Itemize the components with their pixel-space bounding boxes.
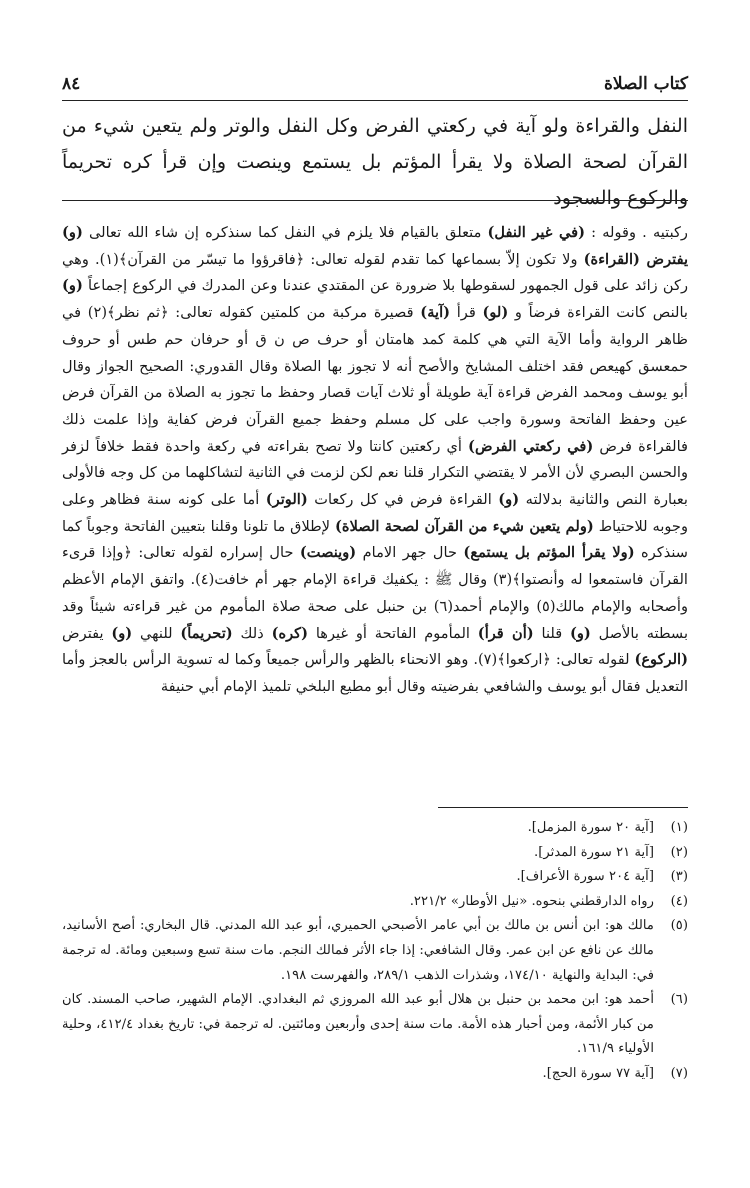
- footnote-number: (٦): [670, 992, 688, 1008]
- commentary-quoted-matn: (كره): [271, 624, 309, 642]
- main-text-divider: [62, 200, 688, 201]
- running-header: [62, 66, 688, 101]
- commentary-quoted-matn: (و): [569, 624, 591, 642]
- commentary-run: متعلق بالقيام فلا يلزم في النفل كما سنذكره إن شاء الله تعالى: [82, 224, 488, 241]
- commentary-quoted-matn: (و) يفترض (القراءة): [62, 224, 689, 268]
- commentary-quoted-matn: (الركوع): [634, 651, 688, 669]
- footnote-number: (٢): [670, 844, 688, 860]
- commentary-quoted-matn: (الوتر): [265, 491, 308, 509]
- commentary-run: حال جهر الامام: [356, 544, 464, 562]
- footnote-text: [آية ٢٠ سورة المزمل].: [527, 820, 654, 835]
- commentary-run: لقوله تعالى: ﴿اركعوا﴾(٧). وهو الانحناء بالظهر والرأس جميعاً وكما له تسوية الرأس بالعجز وأما التعديل فقال أبو يوسف والشافعي بفرضيته وقال أبو مطيع البلخي تلميذ الإمام أبي حنيفة: [62, 651, 688, 695]
- commentary-run: قصيرة مركبة من كلمتين كقوله تعالى: ﴿ثم نظر﴾(٢) في ظاهر الرواية وأما الآية التي هي كلمة كمد هامتان أو حرف ص ن ق أو حرفان حم طس أو حروف حمعسق كهيعص فقد اختلف المشايخ والأصح أنه لا تجوز بها الصلاة وقال القدوري: الصحيح الجواز وقال أبو يوسف ومحمد الفرض قراءة آية طويلة أو ثلاث آيات قصار وحفظ ما تجوز به الصلاة من القرآن فرض عين وحفظ الفاتحة وسورة واجب على كل مسلم وحفظ جميع القرآن فرض كفاية وإذا علمت ذلك فالقراءة فرض: [62, 304, 689, 455]
- commentary-run: حال إسراره لقوله تعالى: ﴿وإذا قرىء القرآن فاستمعوا له وأنصتوا﴾(٣) وقال ﷺ : يكفيك قراءة الإمام جهر أم خافت(٤). واتفق الإمام الأعظم وأصحابه والإمام مالك(٥) والإمام أحمد(٦) بن حنبل على صحة صلاة المأموم من غير قراءته شيئاً وقد بسطته بالأصل: [62, 544, 689, 642]
- footnote-text: [آية ٧٧ سورة الحج].: [542, 1065, 654, 1081]
- footnote: [62, 816, 688, 841]
- commentary-quoted-matn: (أن قرأ): [477, 624, 534, 642]
- footnote: [62, 914, 688, 988]
- commentary-run: للنهي: [132, 624, 181, 642]
- footnote-number: (٧): [670, 1065, 688, 1081]
- footnote: [62, 890, 688, 915]
- footnote-number: (١): [670, 820, 688, 835]
- footnote-number: (٣): [670, 869, 688, 885]
- footnote-divider: [438, 807, 688, 808]
- footnote-number: (٥): [670, 918, 688, 934]
- commentary-run: ذلك: [232, 624, 272, 642]
- footnote-text: رواه الدارقطني بنحوه. «نيل الأوطار» ٢٢١/٢.: [409, 893, 654, 909]
- commentary-quoted-matn: (لو): [482, 304, 509, 322]
- footnote-text: أحمد هو: ابن محمد بن حنبل بن هلال أبو عبد الله المروزي ثم البغدادي. الإمام الشهير، صاحب المسند. كان من كبار الأئمة، ومن أحبار هذه الأمة. مات سنة إحدى وأربعين ومائتين. له ترجمة في: تاريخ بغداد ٤١٢/٤، وحلية الأولياء ١٦١/٩.: [62, 992, 654, 1057]
- commentary-text: [62, 220, 688, 701]
- commentary-run: قلنا: [533, 624, 570, 642]
- commentary-quoted-matn: (في ركعتي الفرض): [468, 437, 594, 455]
- commentary-quoted-matn: (ولم يتعين شيء من القرآن لصحة الصلاة): [335, 517, 594, 535]
- footnote: [62, 1062, 688, 1087]
- commentary-run: لإطلاق ما تلونا وقلنا بتعيين الفاتحة وجوباً كما سنذكره: [62, 517, 688, 562]
- book-title: كتاب الصلاة: [603, 74, 688, 94]
- footnote: [62, 841, 688, 866]
- commentary-quoted-matn: (ولا يقرأ المؤتم بل يستمع): [463, 544, 635, 562]
- commentary-run: ركبتيه . وقوله :: [585, 224, 688, 241]
- commentary-run: أما على كونه سنة فظاهر وعلى وجوبه للاحتياط: [62, 491, 688, 535]
- commentary-quoted-matn: (و): [111, 624, 133, 642]
- commentary-run: القراءة فرض في كل ركعات: [307, 491, 499, 509]
- footnote: [62, 988, 688, 1062]
- commentary-quoted-matn: (تحريماً): [180, 624, 233, 642]
- commentary-run: بالنص كانت القراءة فرضاً و: [508, 304, 688, 322]
- commentary-run: قرأ: [450, 304, 483, 322]
- footnote-text: [آية ٢٠٤ سورة الأعراف].: [516, 869, 654, 885]
- footnote-number: (٤): [670, 893, 688, 909]
- footnote: [62, 865, 688, 890]
- commentary-run: ولا تكون إلاّ بسماعها كما تقدم لقوله تعالى: ﴿فاقرؤوا ما تيسّر من القرآن﴾(١). وهي ركن زائد على قول الجمهور لسقوطها بلا ضرورة عن المقتدي عندنا وعن المدرك في الركوع إجماعاً: [62, 250, 688, 295]
- commentary-run: أي ركعتين كانتا ولا تصح بقراءته في ركعة واحدة فقط خلافاً لزفر والحسن البصري لأن الأمر لا يقتضي التكرار قلنا نعم لكن لزمت في الثانية لتشاكلهما من كل وجه فالأولى بعبارة النص والثانية بدلالته: [62, 437, 688, 509]
- commentary-quoted-matn: (آية): [420, 304, 451, 322]
- commentary-quoted-matn: (و): [62, 277, 83, 295]
- footnote-text: [آية ٢١ سورة المدثر].: [534, 844, 654, 860]
- footnote-text: مالك هو: ابن أنس بن مالك بن أبي عامر الأصبحي الحميري، أبو عبد الله المدني. قال البخاري: أصح الأسانيد، مالك عن نافع عن ابن عمر. وقال الشافعي: إذا جاء الأثر فمالك النجم. مات سنة تسع وسبعين ومائة. له ترجمة في: البداية والنهاية ١٧٤/١٠، وشذرات الذهب ٢٨٩/١، والفهرست ١٩٨.: [62, 918, 654, 983]
- commentary-run: المأموم الفاتحة أو غيرها: [308, 624, 478, 642]
- page-number: ٨٤: [62, 74, 81, 94]
- footnotes: [62, 816, 688, 1087]
- main-text: النفل والقراءة ولو آية في ركعتي الفرض وكل النفل والوتر ولم يتعين شيء من القرآن لصحة الصلاة ولا يقرأ المؤتم بل يستمع وينصت وإن قرأ كره تحريماً والركوع والسجود: [62, 115, 688, 209]
- commentary-quoted-matn: (و): [498, 491, 520, 509]
- commentary-quoted-matn: (في غير النفل): [487, 224, 586, 241]
- commentary-run: يفترض: [62, 624, 112, 642]
- commentary-quoted-matn: (وينصت): [299, 544, 357, 562]
